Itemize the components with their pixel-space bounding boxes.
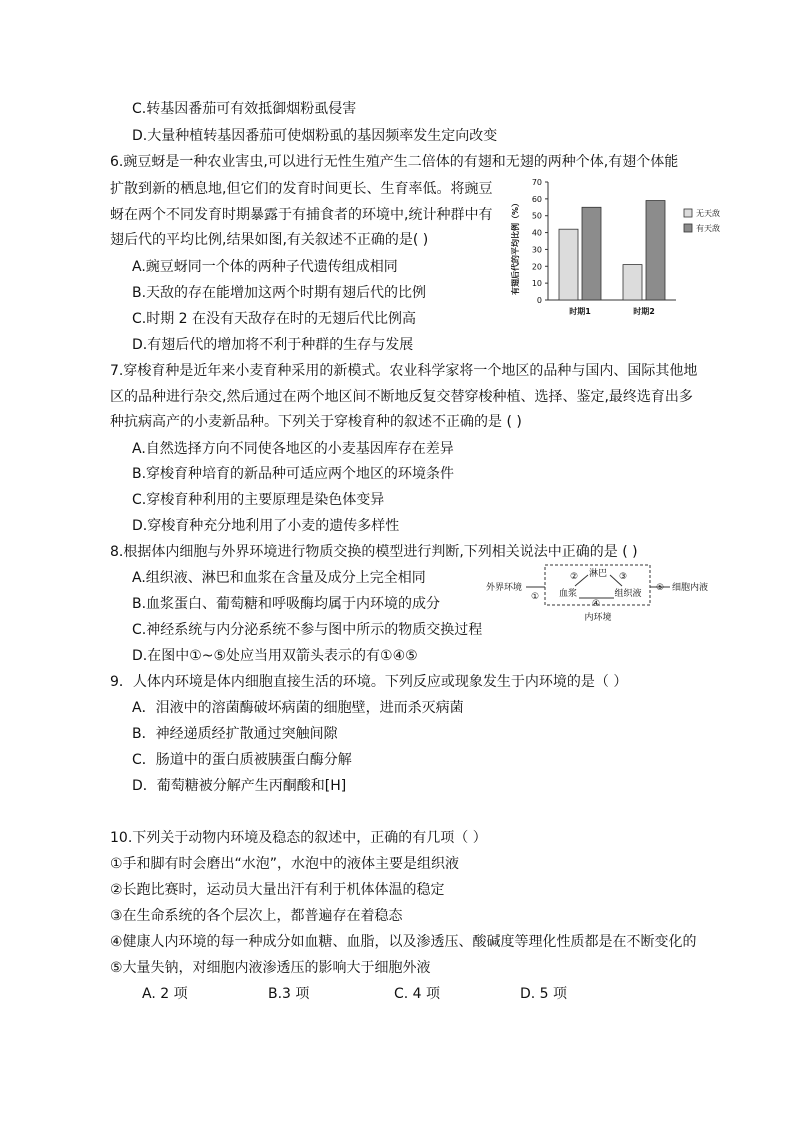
question-6-stem-2: 扩散到新的栖息地,但它们的发育时间更长、生育率低。将豌豆 [110, 181, 493, 197]
legend-swatch-with-enemy [684, 224, 692, 232]
lymph-label: 淋巴 [588, 569, 608, 579]
cell-fluid-label: 细胞内液 [672, 583, 709, 593]
option-c-q9: C．肠道中的蛋白质被胰蛋白酶分解 [132, 752, 352, 768]
bar-2-with-enemy [646, 201, 665, 300]
option-b-q9: B．神经递质经扩散通过突触间隙 [132, 726, 338, 742]
option-b-q7: B.穿梭育种培育的新品种可适应两个地区的环境条件 [132, 466, 455, 482]
option-a-q7: A.自然选择方向不同使各地区的小麦基因库存在差异 [132, 441, 454, 457]
legend-label-no-enemy: 无天敌 [696, 209, 720, 218]
y-tick-label-0: 0 [536, 296, 542, 305]
diagram-svg [482, 562, 732, 628]
option-d-q9: D．葡萄糖被分解产生丙酮酸和[H] [132, 778, 347, 794]
y-tick-label-40: 40 [531, 228, 542, 238]
y-tick-label-60: 60 [531, 194, 542, 204]
statement-2-q10: ②长跑比赛时，运动员大量出汗有利于机体体温的稳定 [110, 882, 445, 898]
question-6-stem-1: 6.豌豆蚜是一种农业害虫,可以进行无性生殖产生二倍体的有翅和无翅的两种个体,有翅个体能 [110, 154, 679, 170]
marker-4: ④ [591, 599, 601, 609]
chart-svg [504, 172, 744, 322]
option-d-q10: D. 5 项 [520, 986, 568, 1002]
bar-1-with-enemy [582, 207, 601, 300]
option-c-q7: C.穿梭育种利用的主要原理是染色体变异 [132, 492, 385, 508]
question-6-stem-3: 蚜在两个不同发育时期暴露于有捕食者的环境中,统计种群中有 [110, 207, 493, 223]
marker-3: ③ [618, 572, 628, 582]
statement-4-q10: ④健康人内环境的每一种成分如血糖、血脂，以及渗透压、酸碱度等理化性质都是在不断变化的 [110, 934, 697, 950]
chart-category-label-1: 时期1 [569, 307, 591, 316]
question-9-stem: 9．人体内环境是体内细胞直接生活的环境。下列反应或现象发生于内环境的是（ ） [110, 674, 628, 690]
legend-swatch-no-enemy [684, 209, 692, 217]
question-6-stem-4: 翅后代的平均比例,结果如图,有关叙述不正确的是( ) [110, 232, 429, 248]
option-b-q8: B.血浆蛋白、葡萄糖和呼吸酶均属于内环境的成分 [132, 596, 441, 612]
question-10-stem: 10.下列关于动物内环境及稳态的叙述中，正确的有几项（ ） [110, 830, 487, 846]
statement-3-q10: ③在生命系统的各个层次上，都普遍存在着稳态 [110, 908, 403, 924]
option-a-q8: A.组织液、淋巴和血浆在含量及成分上完全相同 [132, 570, 426, 586]
option-c-q5: C.转基因番茄可有效抵御烟粉虱侵害 [132, 101, 357, 117]
bar-1-no-enemy [559, 229, 578, 300]
question-7-stem-1: 7.穿梭育种是近年来小麦育种采用的新模式。农业科学家将一个地区的品种与国内、国际其他地 [110, 363, 698, 379]
bar-2-no-enemy [623, 265, 642, 300]
statement-5-q10: ⑤大量失钠，对细胞内液渗透压的影响大于细胞外液 [110, 960, 431, 976]
option-c-q10: C. 4 项 [394, 986, 441, 1002]
marker-5: ⑤ [655, 583, 665, 593]
tissue-fluid-label: 组织液 [614, 589, 642, 599]
plasma-label: 血浆 [558, 589, 578, 599]
marker-1: ① [530, 592, 540, 602]
option-c-q8: C.神经系统与内分泌系统不参与图中所示的物质交换过程 [132, 622, 483, 638]
option-a-q10: A. 2 项 [142, 986, 188, 1002]
option-b-q6: B.天敌的存在能增加这两个时期有翅后代的比例 [132, 285, 427, 301]
y-tick-label-10: 10 [531, 279, 542, 289]
marker-2: ② [569, 572, 579, 582]
y-tick-label-70: 70 [531, 178, 542, 187]
winged-offspring-bar-chart [504, 172, 744, 322]
option-a-q9: A．泪液中的溶菌酶破坏病菌的细胞壁，进而杀灭病菌 [132, 700, 464, 716]
legend-label-with-enemy: 有天敌 [696, 224, 720, 233]
y-tick-label-20: 20 [531, 262, 542, 272]
internal-environment-diagram [482, 562, 732, 628]
option-c-q6: C.时期 2 在没有天敌存在时的无翅后代比例高 [132, 311, 417, 327]
option-d-q5: D.大量种植转基因番茄可使烟粉虱的基因频率发生定向改变 [132, 128, 498, 144]
outer-environment-label: 外界环境 [486, 583, 523, 593]
option-a-q6: A.豌豆蚜同一个体的两种子代遗传组成相同 [132, 259, 398, 275]
chart-category-label-2: 时期2 [633, 307, 655, 316]
y-tick-label-30: 30 [531, 245, 542, 255]
y-tick-label-50: 50 [531, 211, 542, 221]
option-d-q7: D.穿梭育种充分地利用了小麦的遗传多样性 [132, 518, 400, 534]
question-8-stem: 8.根据体内细胞与外界环境进行物质交换的模型进行判断,下列相关说法中正确的是 ( ) [110, 544, 638, 560]
question-7-stem-3: 种抗病高产的小麦新品种。下列关于穿梭育种的叙述不正确的是 ( ) [110, 414, 522, 430]
chart-y-axis-label: 有翅后代的平均比例（%） [511, 198, 520, 296]
option-b-q10: B.3 项 [268, 986, 310, 1002]
option-d-q6: D.有翅后代的增加将不利于种群的生存与发展 [132, 337, 414, 353]
question-7-stem-2: 区的品种进行杂交,然后通过在两个地区间不断地反复交替穿梭种植、选择、鉴定,最终选育出多 [110, 389, 693, 405]
internal-environment-label: 内环境 [584, 613, 612, 623]
option-d-q8: D.在图中①~⑤处应当用双箭头表示的有①④⑤ [132, 648, 418, 664]
statement-1-q10: ①手和脚有时会磨出“水泡”，水泡中的液体主要是组织液 [110, 856, 460, 872]
